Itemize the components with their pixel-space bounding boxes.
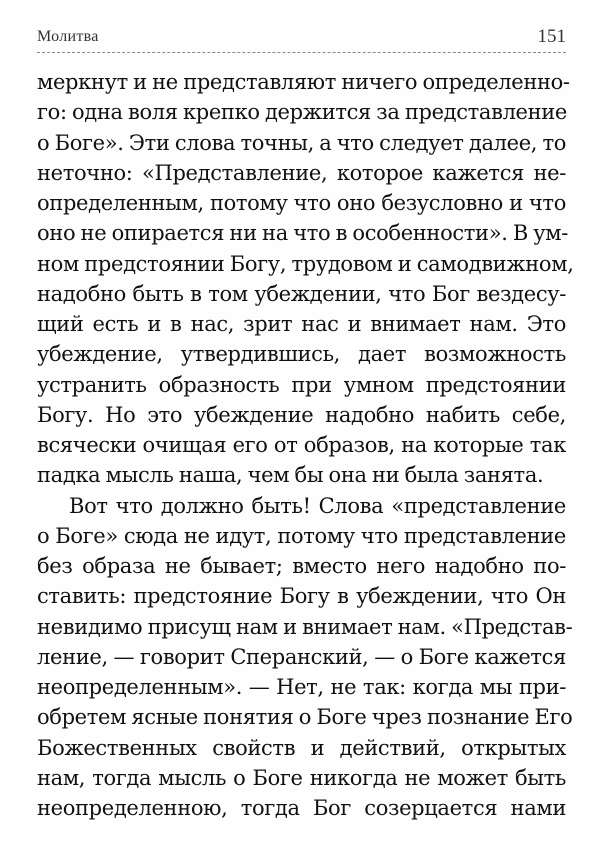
text-line: ном предстоянии Богу, трудовом и самодвижном, <box>37 251 574 276</box>
text-line: оно не опирается ни на что в особенности». В ум- <box>37 221 568 246</box>
text-line: нам, тогда мысль о Боге никогда не может быть <box>37 765 566 790</box>
text-line: Вот что должно быть! Слова «представление <box>69 493 566 518</box>
paragraph-1 <box>37 67 574 491</box>
text-line: ставить: предстояние Богу в убеждении, что Он <box>37 584 566 609</box>
text-line: Божественных свойств и действий, открытых <box>37 735 566 760</box>
text-line: меркнут и не представляют ничего определенно- <box>37 70 570 94</box>
header-divider <box>37 52 566 53</box>
text-line: без образа не бывает; вместо него надобно по- <box>37 554 566 578</box>
text-line: невидимо присущ нам и внимает нам. «Представ- <box>37 614 573 639</box>
text-line: неопределенною, тогда Бог созерцается нами <box>37 796 566 820</box>
text-line: неопределенным». — Нет, не так: когда мы при- <box>37 675 566 699</box>
text-line: Богу. Но это убеждение надобно набить себе, <box>37 402 566 427</box>
text-line: о Боге» сюда не идут, потому что представление <box>37 523 566 548</box>
text-line: го: одна воля крепко держится за представление <box>37 100 568 125</box>
running-head <box>37 26 566 50</box>
text-line: щий есть и в нас, зрит нас и внимает нам. Это <box>37 312 566 336</box>
text-line: всячески очищая его от образов, на которые так <box>37 433 566 457</box>
body-text <box>37 67 574 823</box>
text-line: определенным, потому что оно безусловно и что <box>37 191 566 215</box>
text-line: обретем ясные понятия о Боге чрез познание Его <box>37 705 573 730</box>
text-line: падка мысль наша, чем бы она ни была занята. <box>37 463 544 488</box>
text-line: неточно: «Представление, которое кажется не- <box>37 160 566 185</box>
paragraph-2 <box>37 491 573 824</box>
text-line: надобно быть в том убеждении, что Бог вездесу- <box>37 281 566 306</box>
text-line: устранить образность при умном предстоянии <box>37 372 566 397</box>
text-line: ление, — говорит Сперанский, — о Боге кажется <box>37 644 566 669</box>
text-line: убеждение, утвердившись, дает возможность <box>37 342 566 367</box>
chapter-title: Молитва <box>37 28 99 45</box>
text-line: о Боге». Эти слова точны, а что следует далее, то <box>37 130 567 155</box>
page-number: 151 <box>537 26 566 47</box>
